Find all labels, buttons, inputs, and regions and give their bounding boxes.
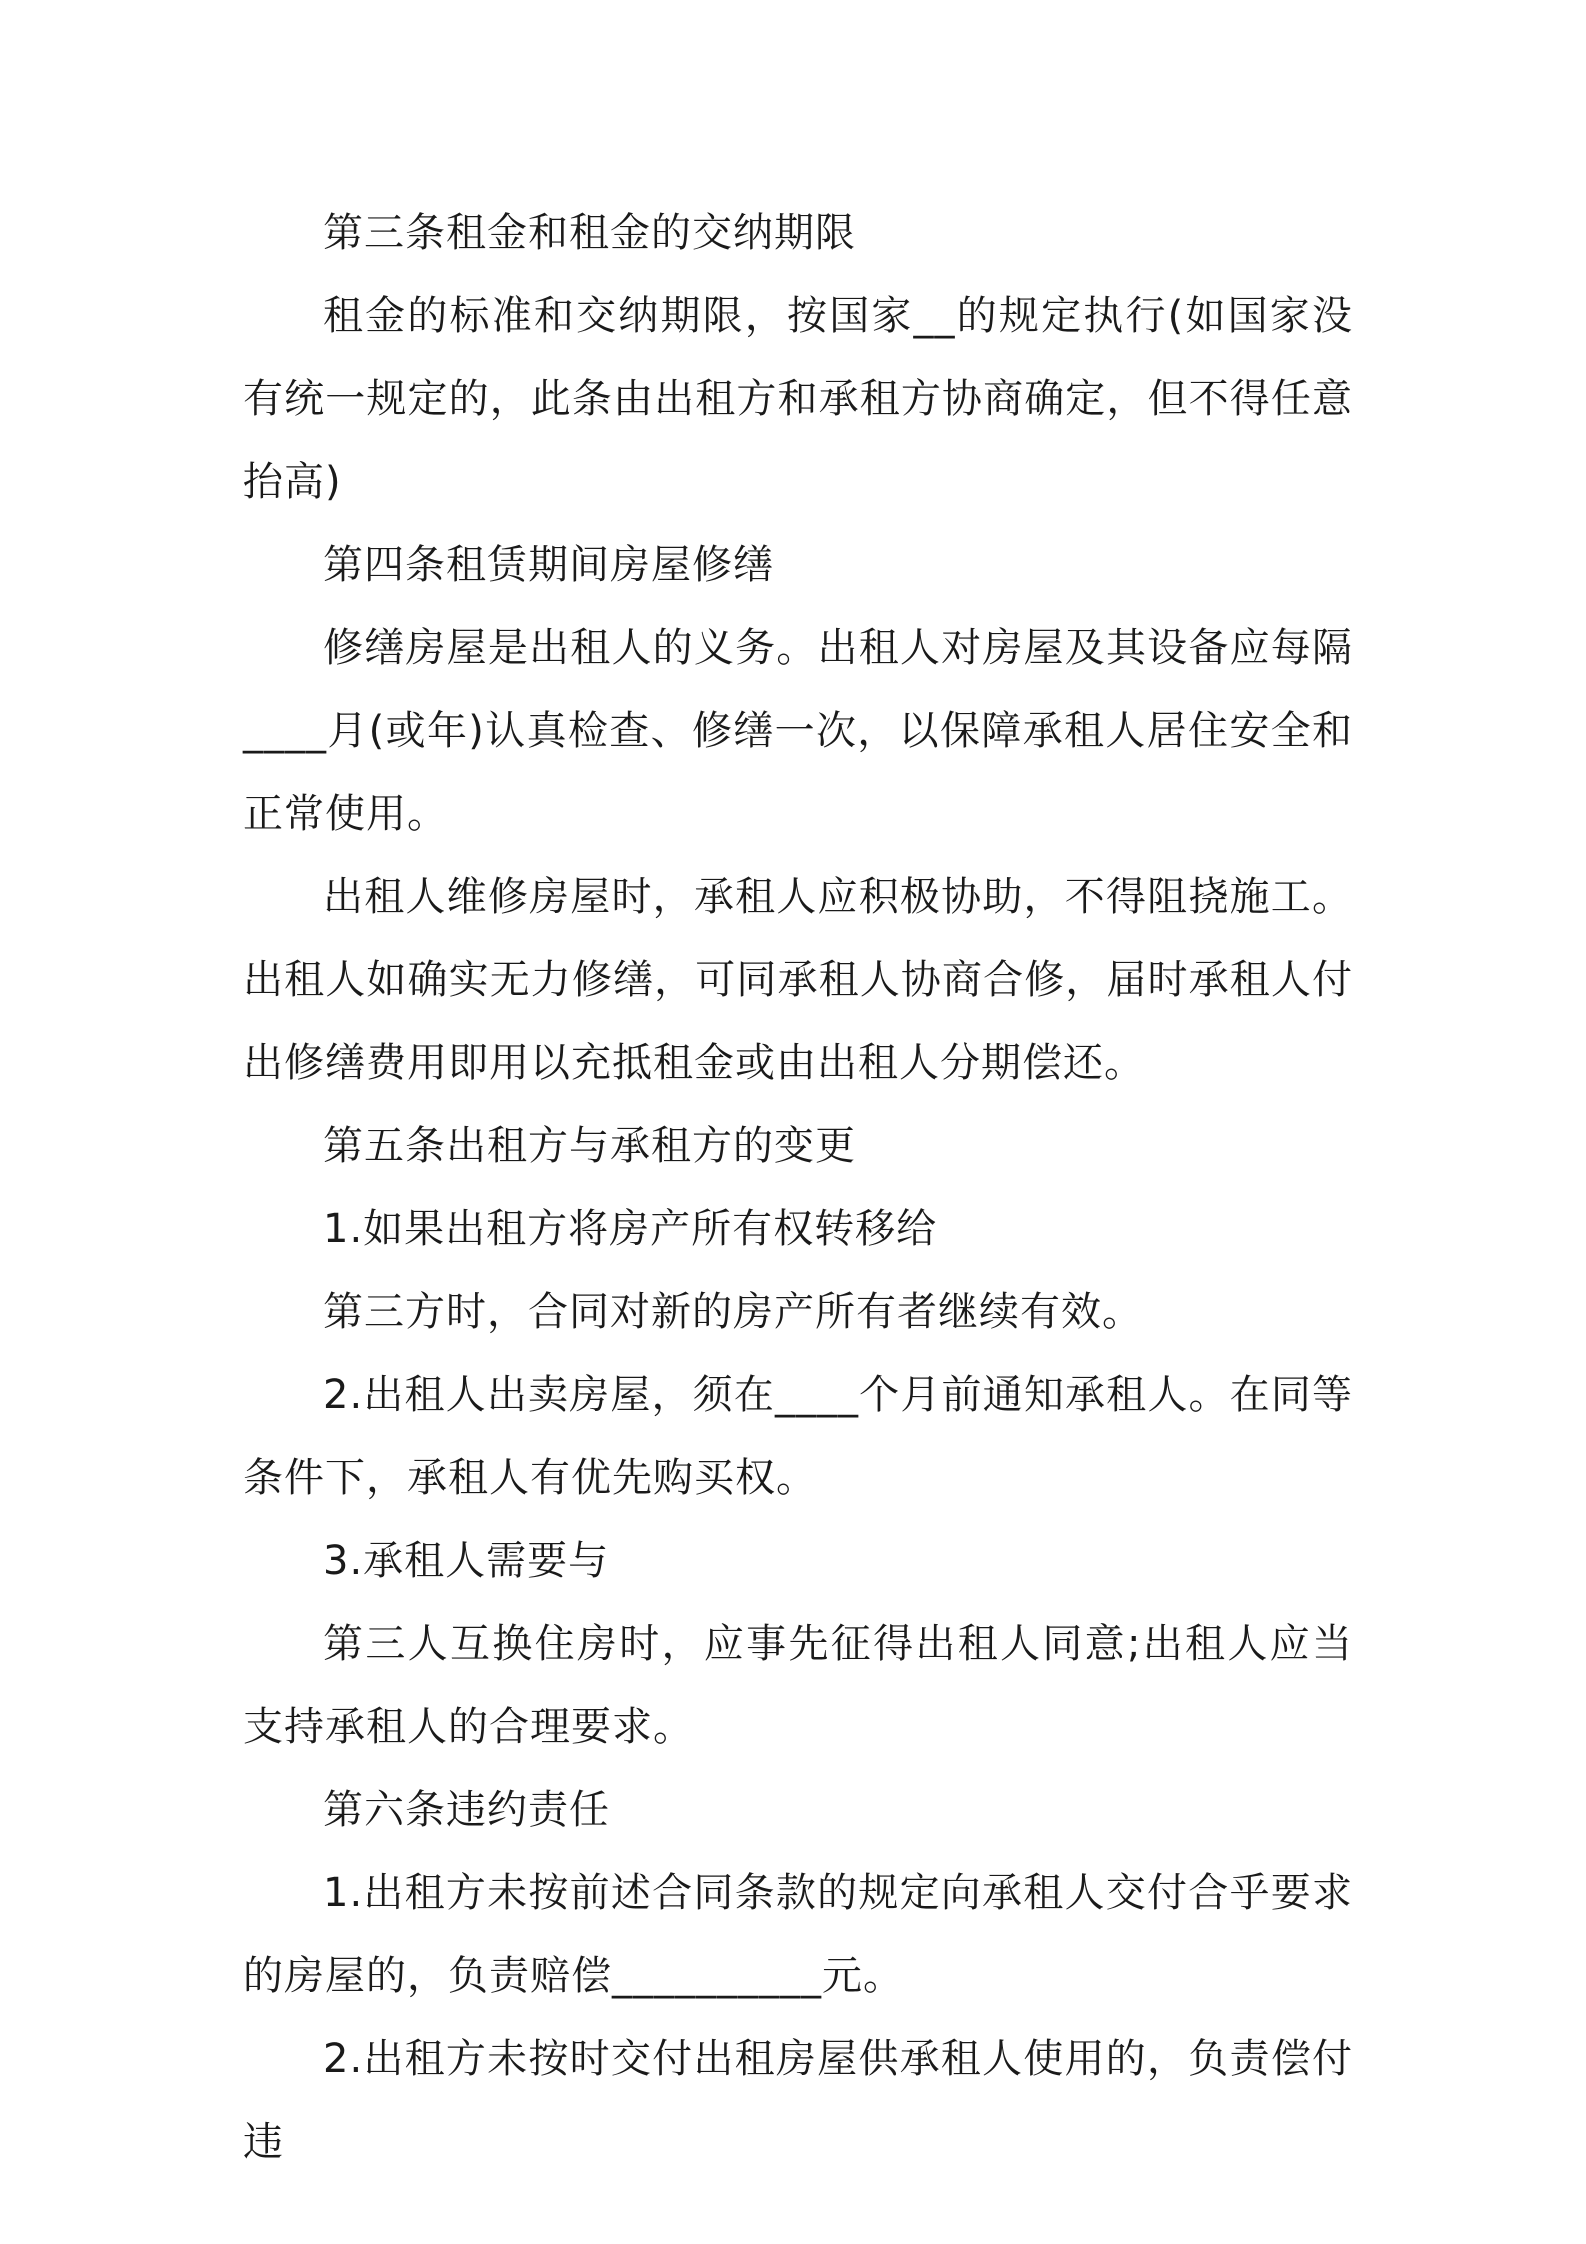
document-body (243, 192, 1353, 2184)
article-4-repair-duty: 修缮房屋是出租人的义务。出租人对房屋及其设备应每隔____月(或年)认真检查、修缮一次，以保障承租人居住安全和正常使用。 (243, 625, 1353, 837)
article-3-rent-terms: 租金的标准和交纳期限，按国家__的规定执行(如国家没有统一规定的，此条由出租方和承租方协商确定，但不得任意抬高) (243, 293, 1353, 505)
article-4-heading: 第四条租赁期间房屋修缮 (323, 542, 774, 588)
article-6-item-1: 1.出租方未按前述合同条款的规定向承租人交付合乎要求的房屋的，负责赔偿__________元。 (243, 1870, 1353, 1999)
article-6-item-2: 2.出租方未按时交付出租房屋供承租人使用的，负责偿付违 (243, 2036, 1353, 2165)
article-5-item-2: 2.出租人出卖房屋，须在____个月前通知承租人。在同等条件下，承租人有优先购买权。 (243, 1372, 1353, 1501)
article-5-heading: 第五条出租方与承租方的变更 (323, 1123, 856, 1169)
article-5-item-1: 1.如果出租方将房产所有权转移给 (323, 1206, 938, 1252)
article-6-heading: 第六条违约责任 (323, 1787, 610, 1833)
article-4-repair-cooperation: 出租人维修房屋时，承租人应积极协助，不得阻挠施工。出租人如确实无力修缮，可同承租人协商合修，届时承租人付出修缮费用即用以充抵租金或由出租人分期偿还。 (243, 874, 1353, 1086)
article-5-item-1-cont: 第三方时，合同对新的房产所有者继续有效。 (323, 1289, 1143, 1335)
article-5-item-3: 3.承租人需要与 (323, 1538, 610, 1584)
article-3-heading: 第三条租金和租金的交纳期限 (323, 210, 856, 256)
article-5-item-3-cont: 第三人互换住房时，应事先征得出租人同意;出租人应当支持承租人的合理要求。 (243, 1621, 1353, 1750)
